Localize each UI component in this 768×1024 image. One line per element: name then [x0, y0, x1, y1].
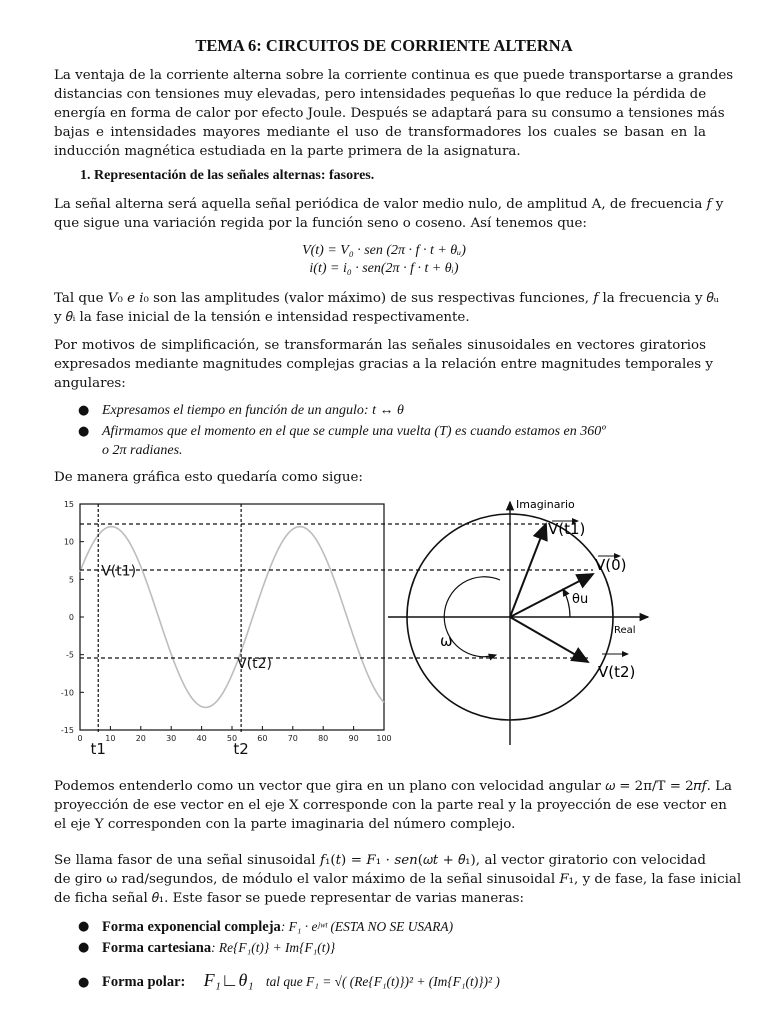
y-tick-label: -15 [60, 726, 74, 735]
current-equation: i(t) = i₀ · sen(2π · f · t + θᵢ) [309, 261, 459, 276]
intro-line: energía en forma de calor por efecto Joule. Después se adaptará para su consumo a tensiones más [54, 106, 725, 121]
v-t1-chart-label: V(t1) [101, 563, 137, 580]
bullet-revolution: Afirmamos que el momento en el que se cumple una vuelta (T) es cuando estamos en 360º [102, 424, 606, 439]
y-tick-label: -5 [66, 650, 74, 660]
simplification-line: angulares: [54, 376, 126, 391]
intro-line: distancias con tensiones muy elevadas, pero intensidades pequeñas lo que reduce la pérdida de [54, 87, 707, 102]
fasor-line: Se llama fasor de una señal sinusoidal 𝑓₁(𝑡) = 𝐹₁ · 𝑠𝑒𝑛(𝜔𝑡 + 𝜃₁), al vector giratorio con velocidad [54, 853, 706, 868]
x-tick-label: 70 [287, 734, 298, 743]
fasor-line: de ficha señal 𝜃₁. Este fasor se puede representar de varias maneras: [54, 891, 525, 906]
signal-paragraph [54, 195, 724, 233]
form-polar-tail: tal que F₁ = √( (Re{F₁(t)})² + (Im{F₁(t)})² ) [265, 974, 500, 989]
imag-label: Imaginario [516, 498, 575, 511]
signal-line: La señal alterna será aquella señal periódica de valor medio nulo, de amplitud A, de frecuencia 𝑓 y [54, 197, 724, 212]
y-tick-label: 10 [63, 537, 74, 547]
simplification-line: Por motivos de simplificación, se transformarán las señales sinusoidales en vectores giratorios [54, 338, 706, 353]
vector-v-t2 [510, 617, 588, 662]
form-exponential-label: Forma exponencial compleja [102, 919, 281, 935]
x-tick-label: 10 [105, 734, 116, 743]
form-polar-expr: F₁∟θ₁ [203, 970, 254, 990]
bullet-dot: ● [78, 424, 90, 439]
amplitude-line: Tal que 𝑉₀ 𝑒 𝑖₀ son las amplitudes (valor máximo) de sus respectivas funciones, 𝑓 la frecuencia y 𝜃ᵤ [54, 291, 719, 306]
theta-arc [563, 589, 570, 617]
form-exponential-expr: : F₁ · eʲʷᵗ (ESTA NO SE USARA) [280, 919, 454, 934]
rotating-line: Podemos entenderlo como un vector que gira en un plano con velocidad angular 𝜔 = 2π/T = 2𝜋𝑓. La [54, 779, 732, 794]
x-tick-label: 80 [318, 734, 329, 743]
form-cartesian [102, 938, 335, 958]
bullet-revolution-cont: o 2π radianes. [102, 443, 183, 458]
graph-intro-line: De manera gráfica esto quedaría como sigue: [54, 470, 363, 485]
bullet-dot: ● [78, 940, 90, 955]
x-tick-label: 100 [376, 734, 392, 743]
rotating-vector-paragraph [54, 777, 732, 834]
simplification-line: expresados mediante magnitudes complejas gracias a la relación entre magnitudes temporales y [54, 357, 713, 372]
v-t1-label: V(t1) [548, 520, 586, 538]
x-tick-label: 50 [226, 734, 238, 743]
form-polar-label: Forma polar: [102, 974, 186, 990]
page-title: TEMA 6: CIRCUITOS DE CORRIENTE ALTERNA [195, 36, 573, 55]
y-tick-label: 5 [68, 575, 74, 585]
t1-label: t1 [90, 740, 106, 758]
real-label: Real [614, 625, 636, 636]
omega-label: ω [440, 632, 453, 650]
bullet-dot: ● [78, 403, 90, 418]
section-heading: 1. Representación de las señales alternas: fasores. [80, 168, 375, 183]
v-0-label: V(0) [595, 556, 627, 574]
form-polar [102, 971, 500, 992]
form-cartesian-expr: : Re{F₁(t)} + Im{F₁(t)} [211, 940, 336, 955]
rotating-line: el eje Y corresponden con la parte imaginaria del número complejo. [54, 817, 516, 832]
v-t2-label: V(t2) [598, 663, 636, 681]
bullet-time-angle: Expresamos el tiempo en función de un angulo: t ↔ θ [102, 403, 404, 418]
simplification-paragraph [54, 336, 713, 393]
y-tick-label: 0 [68, 613, 74, 622]
intro-line: inducción magnética estudiada en la parte primera de la asignatura. [54, 144, 521, 159]
amplitude-paragraph [54, 289, 719, 327]
fasor-line: de giro ω rad/segundos, de módulo el valor máximo de la señal sinusoidal 𝐹₁, y de fase, la fase inicial [54, 872, 742, 887]
bullet-dot: ● [78, 975, 90, 990]
theta-u-label: θu [572, 592, 589, 607]
x-tick-label: 20 [135, 734, 146, 743]
signal-line: que sigue una variación regida por la función seno o coseno. Así tenemos que: [54, 216, 587, 231]
intro-line: La ventaja de la corriente alterna sobre la corriente continua es que puede transportarse a grandes [54, 68, 734, 83]
amplitude-line: y 𝜃ᵢ la fase inicial de la tensión e intensidad respectivamente. [54, 310, 470, 325]
t2-label: t2 [233, 740, 249, 758]
intro-line: bajas e intensidades mayores mediante el uso de transformadores los cuales se basan en la [54, 125, 706, 140]
y-tick-label: 15 [63, 500, 74, 509]
v-t2-chart-label: V(t2) [237, 656, 273, 673]
intro-paragraph [54, 66, 734, 161]
y-tick-label: -10 [60, 688, 74, 698]
rotating-line: proyección de ese vector en el eje X corresponde con la parte real y la proyección de ese vector en [54, 798, 727, 813]
x-tick-label: 40 [196, 734, 207, 743]
bullet-dot: ● [78, 919, 90, 934]
form-cartesian-label: Forma cartesiana [102, 940, 212, 956]
x-tick-label: 90 [348, 734, 359, 743]
x-tick-label: 30 [166, 734, 177, 743]
graph-intro [54, 468, 706, 487]
form-exponential [102, 917, 453, 937]
x-tick-label: 0 [77, 734, 83, 743]
x-tick-label: 60 [257, 734, 268, 743]
voltage-equation: V(t) = V₀ · sen (2π · f · t + θᵤ) [302, 243, 466, 258]
phasor-diagram [0, 490, 768, 770]
fasor-paragraph [54, 851, 742, 908]
